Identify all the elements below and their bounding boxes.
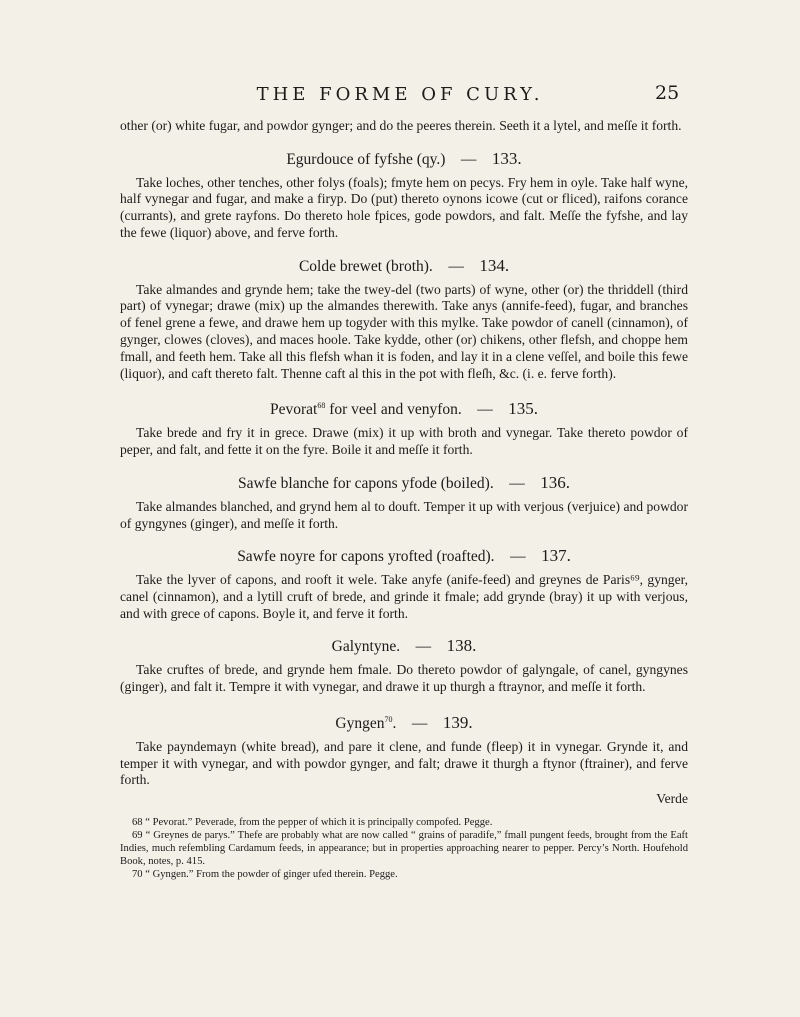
recipe-title: Gyngen <box>335 715 385 733</box>
recipe-number: 135. <box>508 399 539 419</box>
recipe-title: Sawfe blanche for capons yfode (boiled). <box>238 474 494 492</box>
recipe-number: 137. <box>541 546 571 566</box>
recipe-heading-138 <box>120 638 688 656</box>
recipe-text-136: Take almandes blanched, and grynd hem al to douft. Temper it up with verjous (verjuice) and powdor of gyngynes (ginger), and meſſe it forth. <box>120 498 689 531</box>
recipe-dash: — <box>448 257 464 275</box>
recipe-dash: — <box>509 474 525 492</box>
recipe-number: 138. <box>446 636 477 656</box>
intro-paragraph: other (or) white fugar, and powdor gynger; and do the peeres therein. Seeth it a lytel, and meſſe it forth. <box>120 118 682 133</box>
recipe-text-133: Take loches, other tenches, other folys (foals); fmyte hem on pecys. Fry hem in oyle. Take half wyne, half vynegar and fugar, and make a firyp. Do (put) thereto oynons icowe (cut or fliced), raifons corance (currants), and grete rayfons. Do thereto hole fpices, gode powdors, and falt. Meſſe the fyfshe, and lay the fewe (liquor) above, and ferve forth. <box>120 174 688 240</box>
recipe-title: Sawfe noyre for capons yrofted (roafted). <box>237 548 495 566</box>
page-body <box>120 118 688 881</box>
recipe-title-rest: for veel and venyfon. <box>325 401 462 419</box>
footnotes <box>120 816 688 881</box>
recipe-dash: — <box>415 638 432 656</box>
recipe-text-134: Take almandes and grynde hem; take the twey-del (two parts) of wyne, other (or) the thriddell (third part) of vynegar; drawe (mix) up the almandes therewith. Take anys (annife-feed), fugar, and branches of fenel grene a fewe, and drawe hem up togyder with this mylke. Take powdor of canell (cinnamon), of gynger, clowes (cloves), and maces hoole. Take kydde, other (or) chikens, other flefsh, and choppe hem fmall, and feeth hem. Take all this flefsh whan it is foden, and lay it in a clene veſſel, and boile this fewe (liquor), and caft thereto falt. Thenne caft al this in the pot with fleſh, &c. (i. e. ferve forth). <box>120 281 688 381</box>
recipe-heading-133 <box>120 148 688 169</box>
footnote-68: 68 “ Pevorat.” Peverade, from the pepper of which it is principally compofed. Pegge. <box>132 817 493 829</box>
recipe-dash: — <box>460 150 477 168</box>
recipe-dash: — <box>411 715 428 733</box>
recipe-title: Egurdouce of fyfshe (qy.) <box>286 150 446 168</box>
page-number: 25 <box>655 82 680 104</box>
recipe-heading-134 <box>120 255 688 276</box>
recipe-title: Colde brewet (broth). <box>298 257 433 275</box>
footnote-70: 70 “ Gyngen.” From the powder of ginger ufed therein. Pegge. <box>132 869 398 881</box>
recipe-heading-137 <box>120 548 688 566</box>
recipe-dash: — <box>510 548 526 566</box>
recipe-text-137: Take the lyver of capons, and rooft it wele. Take anyfe (anife-feed) and greynes de Paris⁶⁹, gynger, canel (cinnamon), and a lytill cruft of brede, and grinde it fmale; add grynde (bray) it up with verjous, and with grece of capons. Boyle it, and ferve it forth. <box>120 572 688 621</box>
recipe-title: Galyntyne. <box>331 638 401 656</box>
footnote-69: 69 “ Greynes de parys.” Thefe are probably what are now called “ grains of paradife,” fmall pungent feeds, brought from the Eaft Indies, much refembling Cardamum feeds, in appearance; but in properties approaching nearer to pepper. Percy’s North. Houfehold Book, notes, p. 415. <box>120 830 688 868</box>
recipe-number: 133. <box>491 148 522 168</box>
recipe-heading-135 <box>120 398 688 419</box>
recipe-number: 134. <box>479 255 510 275</box>
recipe-number: 139. <box>442 713 473 733</box>
recipe-title-rest: . <box>392 715 397 733</box>
recipe-text-139: Take payndemayn (white bread), and pare it clene, and funde (fleep) it in vynegar. Grynde it, and temper it with vynegar, and with powdor gynger, and falt; drawe it thurgh a ftynor (ftrainer), and ferve forth. <box>120 738 688 788</box>
recipe-dash: — <box>477 401 493 419</box>
recipe-text-135: Take brede and fry it in grece. Drawe (mix) it up with broth and vynegar. Take thereto powdor of peper, and falt, and fette it on the fyre. Boile it and meſſe it forth. <box>120 425 688 458</box>
catchword: Verde <box>656 791 688 807</box>
recipe-heading-136 <box>120 472 688 493</box>
recipe-number: 136. <box>540 472 570 492</box>
running-header: THE FORME OF CURY. <box>256 84 544 105</box>
recipe-heading-139 <box>120 712 688 733</box>
footnote-ref-70: 70 <box>384 714 393 724</box>
recipe-title: Pevorat <box>269 401 318 419</box>
recipe-text-138: Take cruftes of brede, and grynde hem fmale. Do thereto powdor of galyngale, of canel, gyngynes (ginger), and falt it. Tempre it with vynegar, and drawe it up thurgh a ftraynor, and meſſe it forth. <box>120 662 688 695</box>
footnote-ref-68: 68 <box>317 401 326 411</box>
